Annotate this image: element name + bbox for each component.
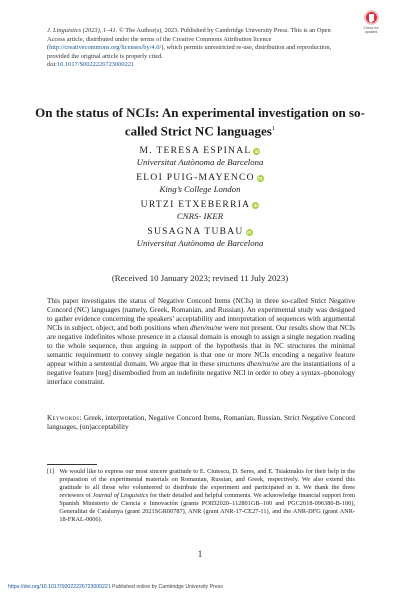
orcid-icon[interactable]: iD	[258, 175, 263, 181]
licence-link[interactable]: http://creativecommons.org/licenses/by/4.0/	[49, 44, 162, 52]
orcid-icon[interactable]: iD	[253, 202, 259, 208]
author-name: SUSAGNA TUBAU iD	[147, 227, 252, 237]
title-footnote-mark[interactable]: 1	[271, 125, 276, 132]
author-affiliation: Universitat Autònoma de Barcelona	[136, 157, 264, 167]
check-for-updates-button[interactable]	[357, 10, 385, 38]
footnote-text: We would like to express our most sincere gratitude to E. Ciutescu, D. Seres, and E. Tsiakmakis for their help in the preparation of the experimental materials on Romanian, Russian, and Greek, respectively. We also extend this gratitude to all those who volunteered to distribute the experiment and participated in it. We thank the three reviewers of Journal of Linguistics for their detailed and helpful comments. We acknowledge financial support from Spanish Ministerio de Ciencia e Innovación (grants POID2020–112801GB–100 and PGC2018-096380-B-100), Generalitat de Catalunya (grant 2021SGR00787), ANR (grant ANR-17-CE27-11), and the ANR-DFG (grant ANR-18-FRAL-0006).	[59, 468, 355, 524]
author-list	[40, 145, 360, 253]
author-affiliation: King’s College London	[159, 184, 241, 194]
author-name: M. TERESA ESPINAL iD	[139, 146, 260, 156]
doi-url-link[interactable]: https://doi.org/10.1017/S0022226723000221	[8, 584, 111, 590]
keywords-label: Keywords:	[47, 414, 82, 422]
footnote-divider	[47, 464, 97, 465]
doi-link[interactable]: 10.1017/S0022226723000221	[56, 61, 135, 69]
abstract: This paper investigates the status of Negative Concord Items (NCIs) in three so-called Strict Negative Concord (NC) languages (namely, Greek, Romanian, and Russian). An experimental study was designed to gather evidence concerning the speakers’ acceptability and interpretation of sequences with argumental NCIs in subject, object, and both positions when dhen/nu/ne were not present. Our results show that NCIs are negative indefinites whose presence in a clausal domain is enough to assign a single negation reading to the whole sequence, thus arguing in support of the hypothesis that in NC structures the minimal semantic requirement to convey single negation is that one or more NCIs encoding a negative feature appear within a sentential domain. We argue that in these structures dhen/nu/ne are the instantiations of a negative feature [neg] disembodied from an indefinite negative NCI in order to obey a syntax–phonology interface constraint.	[47, 297, 355, 387]
author-affiliation: CNRS- IKER	[176, 211, 224, 221]
page-number: 1	[197, 549, 203, 559]
author-name: URTZI ETXEBERRIA iD	[140, 200, 259, 210]
author-name: ELOI PUIG-MAYENCO iD	[136, 173, 263, 183]
orcid-icon[interactable]: iD	[246, 229, 252, 235]
copyright-text: © The Author(s), 2023. Published by Cambridge University Press. This is an Open Access article, distributed under the terms of the Creative Commons Attribution licence (	[47, 27, 331, 52]
licence-text: ), which permits unrestricted re-use, distribution and reproduction, provided the original article is properly cited.	[47, 44, 332, 60]
footnote	[47, 468, 355, 524]
doi-label: doi:	[47, 61, 57, 69]
orcid-icon[interactable]: iD	[254, 148, 260, 154]
title-text: On the status of NCIs: An experimental investigation on so-called Strict NC languages	[35, 105, 365, 139]
citation: J. Linguistics (2023), 1–41.	[47, 27, 118, 34]
publisher-strip	[8, 584, 392, 590]
keywords-text: Greek, interpretation, Negative Concord Items, Romanian, Russian, Strict Negative Concord languages, (un)acceptability	[47, 414, 355, 432]
journal-header	[47, 27, 343, 70]
author-affiliation: Universitat Autònoma de Barcelona	[136, 238, 264, 248]
crossmark-icon	[364, 10, 379, 25]
received-dates: (Received 10 January 2023; revised 11 July 2023)	[111, 273, 289, 283]
article-title	[30, 105, 370, 139]
crossmark-label: Check for updates	[363, 26, 379, 34]
keywords	[47, 414, 355, 432]
publisher-note: Published online by Cambridge University Press	[110, 584, 223, 590]
footnote-mark: [1]	[47, 468, 55, 475]
